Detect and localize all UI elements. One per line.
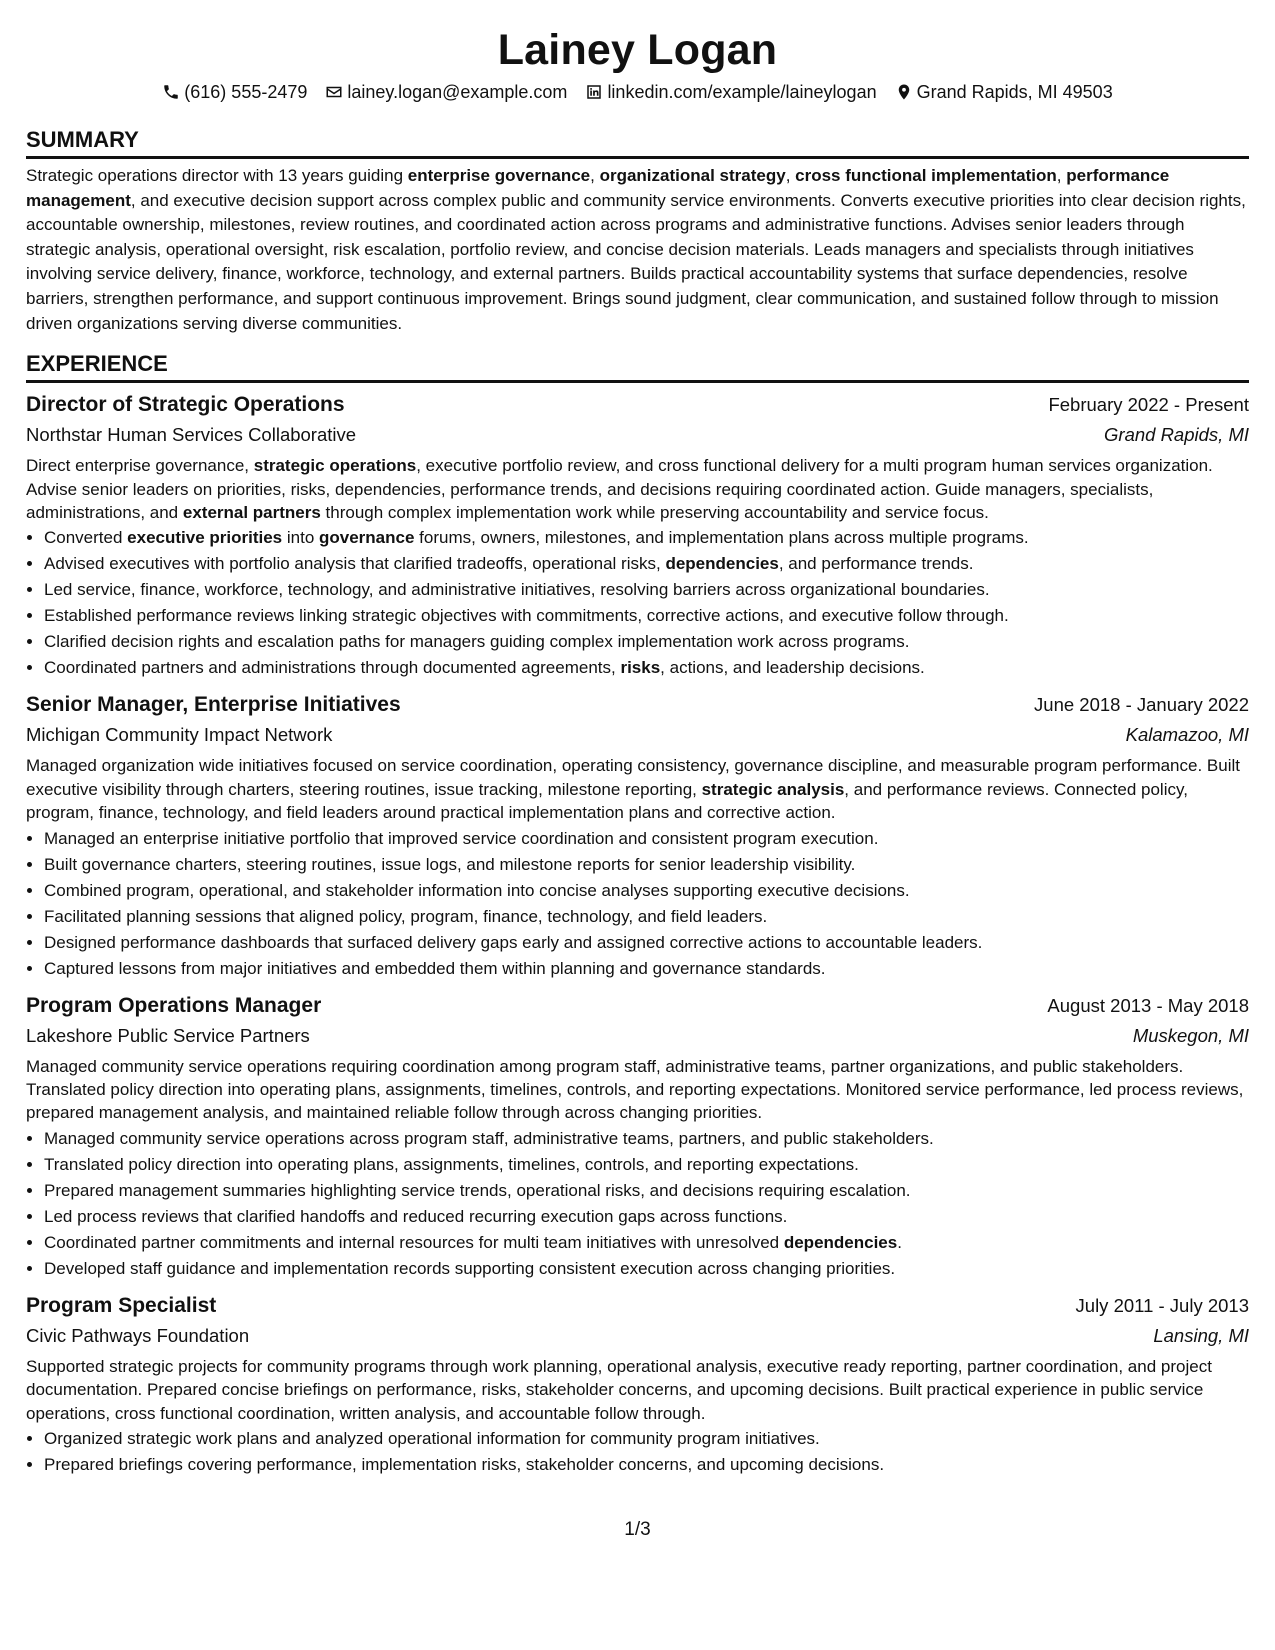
- contact-phone: [162, 80, 307, 104]
- bullet-item: • Established performance reviews linking strategic objectives with commitments, corrective actions, and executive follow through.: [44, 603, 1249, 629]
- job-title: Senior Manager, Enterprise Initiatives: [26, 693, 401, 717]
- bullet-item: • Clarified decision rights and escalation paths for managers guiding complex implementation work across programs.: [44, 629, 1249, 655]
- bullet-item: • Prepared management summaries highlighting service trends, operational risks, and decisions requiring escalation.: [44, 1178, 1249, 1204]
- bullet-item: • Designed performance dashboards that surfaced delivery gaps early and assigned corrective actions to accountable leaders.: [44, 930, 1249, 956]
- bullet-item: • Advised executives with portfolio analysis that clarified tradeoffs, operational risks, dependencies, and performance trends.: [44, 551, 1249, 577]
- job-header: [26, 391, 1249, 419]
- experience-heading: EXPERIENCE: [26, 350, 1249, 383]
- bullet-item: • Translated policy direction into operating plans, assignments, timelines, controls, and reporting expectations.: [44, 1152, 1249, 1178]
- contact-linkedin[interactable]: [585, 80, 876, 104]
- page-indicator: 1/3: [624, 1519, 651, 1540]
- job-bullets: [26, 1126, 1249, 1282]
- bullet-item: • Combined program, operational, and stakeholder information into concise analyses supporting executive decisions.: [44, 878, 1249, 904]
- bullet-item: • Managed an enterprise initiative portfolio that improved service coordination and consistent program execution.: [44, 826, 1249, 852]
- linkedin-icon: [585, 83, 603, 101]
- envelope-icon: [325, 83, 343, 101]
- bullet-item: • Managed community service operations across program staff, administrative teams, partners, and public stakeholders.: [44, 1126, 1249, 1152]
- job-header: [26, 992, 1249, 1020]
- job-dates: June 2018 - January 2022: [1034, 694, 1249, 716]
- bullet-item: • Organized strategic work plans and analyzed operational information for community program initiatives.: [44, 1426, 1249, 1452]
- job-title: Director of Strategic Operations: [26, 393, 345, 417]
- job-subheader: [26, 721, 1249, 749]
- bullet-item: • Led process reviews that clarified handoffs and reduced recurring execution gaps across functions.: [44, 1204, 1249, 1230]
- job-location: Lansing, MI: [1153, 1324, 1249, 1346]
- bullet-item: • Prepared briefings covering performance, implementation risks, stakeholder concerns, and upcoming decisions.: [44, 1452, 1249, 1478]
- job-title: Program Specialist: [26, 1293, 217, 1317]
- resume-page: [26, 24, 1249, 1478]
- job-bullets: [26, 525, 1249, 681]
- job-location: Grand Rapids, MI: [1104, 424, 1249, 446]
- email-link[interactable]: lainey.logan@example.com: [347, 82, 568, 102]
- bullet-item: • Facilitated planning sessions that aligned policy, program, finance, technology, and field leaders.: [44, 904, 1249, 930]
- bullet-item: • Led service, finance, workforce, technology, and administrative initiatives, resolving barriers across organizational boundaries.: [44, 577, 1249, 603]
- job-company: Lakeshore Public Service Partners: [26, 1024, 310, 1046]
- job-subheader: [26, 1322, 1249, 1350]
- contact-email[interactable]: [325, 80, 567, 104]
- job-description: Managed community service operations requiring coordination among program staff, administrative teams, partner organizations, and public stakeholders. Translated policy direction into operating plans, assignments, timelines, controls, and reporting expectations. Monitored service performance, led process reviews, prepared management analysis, and maintained reliable follow through across changing priorities.: [26, 1056, 1244, 1123]
- job-description: Direct enterprise governance, strategic operations, executive portfolio review, and cross functional delivery for a multi program human services organization. Advise senior leaders on priorities, risks, dependencies, performance trends, and decisions requiring coordinated action. Guide managers, specialists, administrations, and external partners through complex implementation work while preserving accountability and service focus.: [26, 456, 1213, 522]
- job-description: Managed organization wide initiatives focused on service coordination, operating consistency, governance discipline, and measurable program performance. Built executive visibility through charters, steering routines, issue tracking, milestone reporting, strategic analysis, and performance reviews. Connected policy, program, finance, technology, and field leaders around practical implementation plans and corrective action.: [26, 756, 1240, 823]
- job-subheader: [26, 1022, 1249, 1050]
- phone-number: (616) 555-2479: [184, 82, 308, 102]
- job-entry: [26, 391, 1249, 681]
- bullet-item: • Coordinated partners and administrations through documented agreements, risks, actions, and leadership decisions.: [44, 655, 1249, 681]
- map-pin-icon: [895, 83, 913, 101]
- job-description: Supported strategic projects for community programs through work planning, operational analysis, executive ready reporting, partner coordination, and project documentation. Prepared concise briefings on performance, risks, stakeholder concerns, and upcoming decisions. Built practical experience in public service operations, cross functional coordination, written analysis, and accountable follow through.: [26, 1356, 1212, 1423]
- linkedin-link[interactable]: linkedin.com/example/laineylogan: [607, 82, 877, 102]
- job-company: Michigan Community Impact Network: [26, 724, 333, 746]
- job-title: Program Operations Manager: [26, 993, 322, 1017]
- job-header: [26, 1292, 1249, 1320]
- experience-list: [26, 391, 1249, 1478]
- bullet-item: • Captured lessons from major initiatives and embedded them within planning and governance standards.: [44, 956, 1249, 982]
- bullet-item: • Converted executive priorities into governance forums, owners, milestones, and implementation plans across multiple programs.: [44, 525, 1249, 551]
- summary-text: Strategic operations director with 13 years guiding enterprise governance, organizational strategy, cross functional implementation, performance management, and executive decision support across complex public and community service environments. Converts executive priorities into clear decision rights, accountable ownership, milestones, review routines, and coordinated action across programs and administrative functions. Advises senior leaders through strategic analysis, operational oversight, risk escalation, portfolio review, and concise decision materials. Leads managers and specialists through initiatives involving service delivery, finance, workforce, technology, and external partners. Builds practical accountability systems that surface dependencies, resolve barriers, strengthen performance, and support continuous improvement. Brings sound judgment, clear communication, and sustained follow through to mission driven organizations serving diverse communities.: [26, 166, 1246, 333]
- bullet-item: • Built governance charters, steering routines, issue logs, and milestone reports for senior leadership visibility.: [44, 852, 1249, 878]
- bullet-item: • Developed staff guidance and implementation records supporting consistent execution across changing priorities.: [44, 1256, 1249, 1282]
- job-dates: July 2011 - July 2013: [1075, 1294, 1249, 1316]
- candidate-name: Lainey Logan: [497, 26, 778, 74]
- job-dates: February 2022 - Present: [1048, 394, 1249, 416]
- job-subheader: [26, 421, 1249, 449]
- job-bullets: [26, 1426, 1249, 1478]
- job-entry: [26, 691, 1249, 981]
- job-dates: August 2013 - May 2018: [1047, 994, 1249, 1016]
- location-text: Grand Rapids, MI 49503: [916, 82, 1113, 102]
- job-header: [26, 691, 1249, 719]
- bullet-item: • Coordinated partner commitments and internal resources for multi team initiatives with unresolved dependencies.: [44, 1230, 1249, 1256]
- job-company: Civic Pathways Foundation: [26, 1324, 250, 1346]
- job-location: Kalamazoo, MI: [1125, 724, 1249, 746]
- job-bullets: [26, 826, 1249, 982]
- contact-location: [895, 80, 1113, 104]
- job-entry: [26, 992, 1249, 1282]
- contact-bar: [26, 80, 1249, 104]
- phone-icon: [162, 83, 180, 101]
- job-entry: [26, 1292, 1249, 1478]
- job-company: Northstar Human Services Collaborative: [26, 424, 357, 446]
- job-location: Muskegon, MI: [1132, 1024, 1249, 1046]
- summary-heading: SUMMARY: [26, 126, 1249, 159]
